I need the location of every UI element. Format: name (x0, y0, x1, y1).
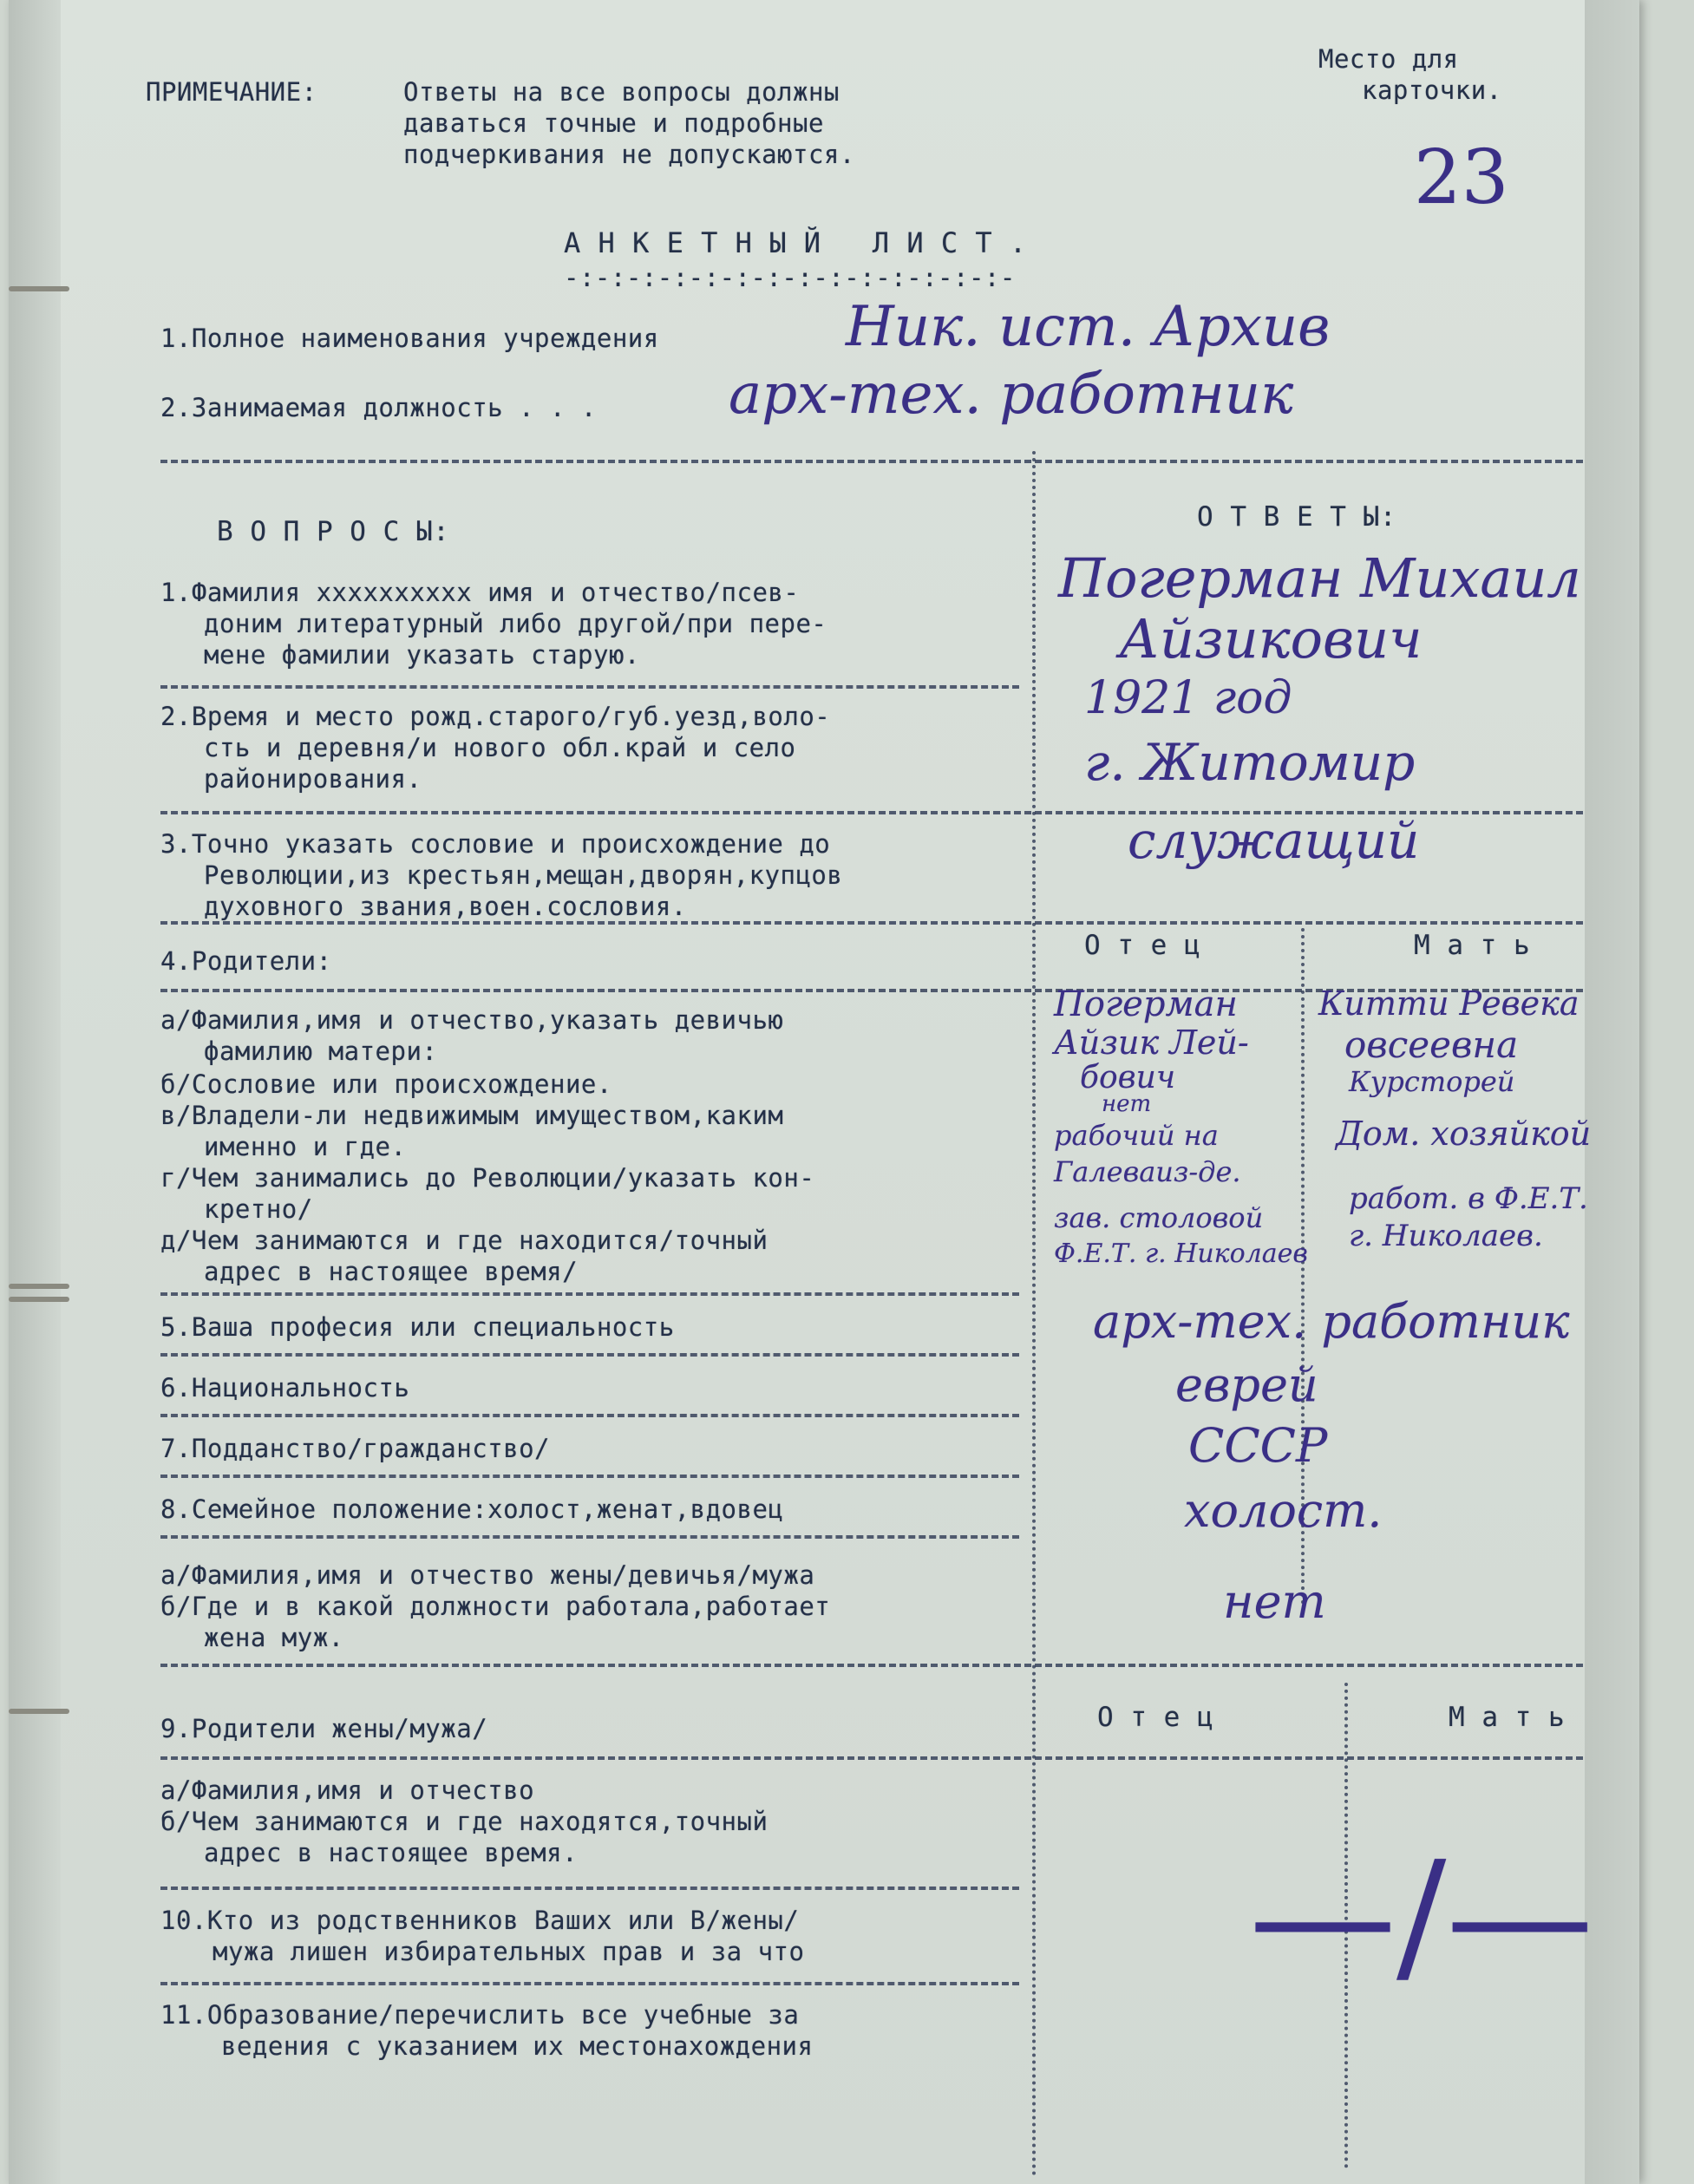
question-8b: жена муж. (204, 1623, 344, 1652)
field-position-label: 2.Занимаемая должность . . . (160, 393, 597, 422)
card-place-label: Место для (1318, 44, 1459, 74)
divider (160, 1353, 1019, 1357)
answer-5-profession: арх-тех. работник (1093, 1294, 1570, 1349)
question-4: 4.Родители: (160, 946, 332, 976)
answer-8a-spouse: нет (1223, 1574, 1326, 1629)
question-10: 10.Кто из родственников Ваших или В/жены/ (160, 1906, 800, 1935)
question-6: 6.Национальность (160, 1373, 410, 1403)
question-10: мужа лишен избирательных прав и за что (213, 1937, 805, 1966)
divider (160, 1535, 1019, 1539)
answer-1-surname-name: Погерман Михаил (1058, 546, 1581, 610)
answer-1-patronymic: Айзикович (1119, 607, 1423, 670)
question-4d: д/Чем занимаются и где находится/точный (160, 1226, 769, 1255)
mother-answer: овсеевна (1344, 1023, 1519, 1066)
title-rule: -:-:-:-:-:-:-:-:-:-:-:-:-:-:- (564, 263, 1016, 292)
left-binding-edge (9, 0, 61, 2184)
question-1: мене фамилии указать старую. (204, 640, 640, 670)
question-5: 5.Ваша професия или специальность (160, 1312, 675, 1342)
question-8: 8.Семейное положение:холост,женат,вдовец (160, 1494, 784, 1524)
question-4g: г/Чем занимались до Революции/указать кон- (160, 1163, 815, 1193)
question-9b: адрес в настоящее время. (204, 1838, 579, 1867)
answers-header: О Т В Е Т Ы: (1197, 501, 1396, 533)
binding-thread (9, 1297, 69, 1302)
answer-6-nationality: еврей (1175, 1357, 1318, 1412)
question-1: 1.Фамилия xxxxxxxxxx имя и отчество/псев- (160, 578, 800, 607)
mother-answer: работ. в Ф.Е.Т. (1349, 1181, 1588, 1216)
question-9: 9.Родители жены/мужа/ (160, 1714, 488, 1743)
question-4a: фамилию матери: (204, 1036, 438, 1066)
divider (160, 921, 1583, 925)
field-institution-answer: Ник. ист. Архив (846, 295, 1331, 359)
note-label: ПРИМЕЧАНИЕ: (146, 77, 317, 107)
father-answer: зав. столовой (1054, 1201, 1264, 1234)
question-2: 2.Время и место рожд.старого/губ.уезд,воло- (160, 702, 831, 731)
question-3: 3.Точно указать сословие и происхождение до (160, 829, 831, 859)
question-11: ведения с указанием их местонахождения (221, 2031, 814, 2061)
divider (160, 460, 1583, 463)
binding-thread (9, 1709, 69, 1714)
divider (160, 1475, 1019, 1478)
binding-thread (9, 286, 69, 291)
note-line: подчеркивания не допускаются. (403, 140, 855, 169)
column-divider (1032, 451, 1036, 2177)
question-4d: адрес в настоящее время/ (204, 1257, 579, 1286)
divider (160, 1756, 1583, 1760)
answer-8-marital-status: холост. (1184, 1483, 1383, 1538)
question-4g: кретно/ (204, 1194, 313, 1224)
answer-9-dash-mark: —/— (1249, 1830, 1594, 2002)
father-answer: Погерман (1054, 984, 1238, 1024)
note-line: Ответы на все вопросы должны (403, 77, 840, 107)
question-2: сть и деревня/и нового обл.край и село (204, 733, 796, 762)
mother-answer: г. Николаев. (1349, 1219, 1543, 1253)
father-answer: нет (1102, 1091, 1152, 1117)
divider (160, 1886, 1019, 1890)
note-line: даваться точные и подробные (403, 108, 824, 138)
question-8b: б/Где и в какой должности работала,работает (160, 1592, 831, 1621)
questions-header: В О П Р О С Ы: (217, 516, 450, 547)
mother-answer: Курсторей (1349, 1065, 1515, 1098)
question-4b: б/Сословие или происхождение. (160, 1069, 612, 1099)
answer-2-year: 1921 год (1084, 672, 1292, 724)
question-4a: а/Фамилия,имя и отчество,указать девичью (160, 1005, 784, 1035)
question-3: духовного звания,воен.сословия. (204, 892, 687, 921)
question-8a: а/Фамилия,имя и отчество жены/девичья/мужа (160, 1560, 815, 1590)
answer-7-citizenship: СССР (1188, 1418, 1328, 1473)
father-header: О т е ц (1084, 930, 1201, 961)
question-7: 7.Подданство/гражданство/ (160, 1434, 550, 1463)
mother-answer: Китти Ревека (1318, 984, 1580, 1023)
question-4v: именно и где. (204, 1132, 407, 1161)
father-answer: Айзик Лей- (1054, 1023, 1249, 1062)
field-institution-label: 1.Полное наименования учреждения (160, 324, 659, 353)
divider (160, 1664, 1583, 1667)
sheet-number: 23 (1414, 134, 1509, 221)
questionnaire-sheet (9, 0, 1639, 2184)
field-position-answer: арх-тех. работник (729, 363, 1294, 427)
mother-header: М а т ь (1414, 930, 1531, 961)
divider (160, 1414, 1019, 1417)
question-1: доним литературный либо другой/при пере- (204, 609, 827, 638)
divider (160, 685, 1019, 689)
father-answer: Ф.Е.Т. г. Николаев (1054, 1239, 1308, 1269)
answer-3-class: служащий (1128, 811, 1420, 870)
answer-2-place: г. Житомир (1084, 733, 1416, 792)
divider (160, 1292, 1019, 1296)
spouse-mother-header: М а т ь (1449, 1702, 1566, 1733)
father-answer: Галеваиз-де. (1054, 1155, 1241, 1188)
binding-thread (9, 1284, 69, 1289)
father-answer: рабочий на (1054, 1119, 1219, 1152)
father-answer: бович (1080, 1060, 1176, 1095)
mother-answer: Дом. хозяйкой (1336, 1115, 1592, 1153)
page-title: А Н К Е Т Н Ы Й Л И С Т . (564, 226, 1027, 259)
card-place-label: карточки. (1362, 75, 1502, 105)
question-2: районирования. (204, 764, 422, 794)
question-4v: в/Владели-ли недвижимым имуществом,каким (160, 1101, 784, 1130)
question-11: 11.Образование/перечислить все учебные за (160, 2000, 800, 2030)
spouse-father-header: О т е ц (1097, 1702, 1214, 1733)
question-9a: а/Фамилия,имя и отчество (160, 1775, 535, 1805)
divider (160, 1982, 1019, 1985)
question-3: Революции,из крестьян,мещан,дворян,купцов (204, 860, 843, 890)
question-9b: б/Чем занимаются и где находятся,точный (160, 1807, 769, 1836)
